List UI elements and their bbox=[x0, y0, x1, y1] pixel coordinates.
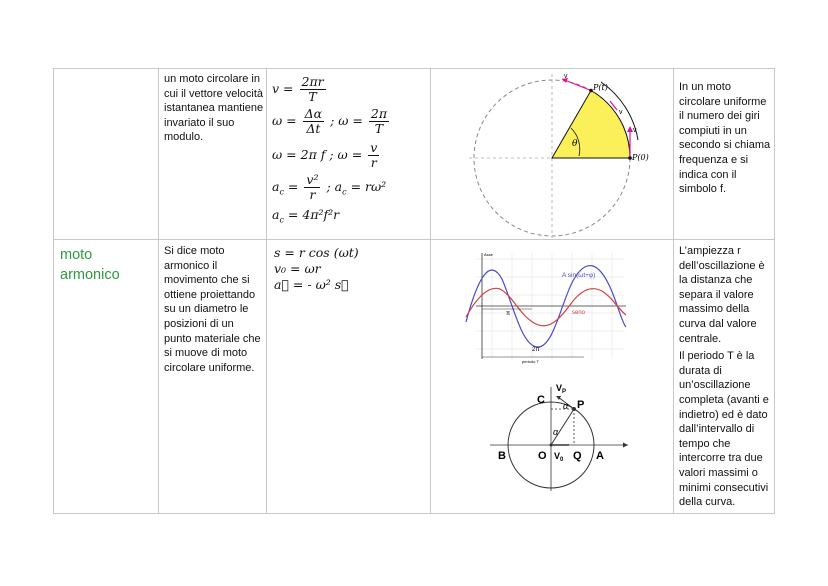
point-o-label: O bbox=[538, 450, 547, 462]
row2-definition: Si dice moto armonico il movimento che si ottiene proiettando su un diametro le posizioni di un punto materiale che si muove di moto circolare uniforme. bbox=[164, 245, 261, 374]
point-q-label: Q bbox=[573, 450, 582, 462]
point-a-label: A bbox=[596, 450, 604, 462]
velocity-label-1: v bbox=[564, 73, 568, 80]
velocity-label-3: v bbox=[633, 127, 637, 134]
point-p-label: P bbox=[577, 399, 585, 411]
row2-title: moto armonico bbox=[60, 247, 120, 283]
axis-label: Asse bbox=[484, 252, 493, 257]
column-divider bbox=[158, 69, 159, 513]
alpha-center-label: α bbox=[553, 427, 559, 437]
circular-motion-diagram bbox=[431, 70, 672, 238]
column-divider bbox=[673, 69, 674, 513]
formula-velocity: v₀ = ωr bbox=[274, 261, 321, 276]
column-divider bbox=[266, 69, 267, 513]
velocity-p-label: $V_P$ bbox=[556, 383, 567, 395]
theta-label: θ bbox=[572, 139, 578, 149]
row-divider bbox=[54, 239, 774, 240]
row1-formulas: v = $\frac{2\pi r}{T}$ ω = $\frac{\Delta\alpha}{\Delta t}$ ; ω = $\frac{2\pi}{T}$ ω = 2π f ; ω = $\frac{v}{r}$ $a_c$ = $\frac{\text{v²}}{r}$ ; $a_c = r\omega^2$ $a_c = 4\pi^2f^2r$ bbox=[272, 74, 388, 225]
velocity-label-2: v bbox=[619, 109, 623, 116]
p-t-label: P(t) bbox=[593, 83, 608, 92]
point-c-label: C bbox=[537, 394, 545, 406]
formula-acceleration: a⃗ = - ω² s⃗ bbox=[274, 277, 349, 292]
alpha-top-label: α bbox=[563, 401, 569, 411]
content-table bbox=[53, 68, 775, 514]
row1-definition: un moto circolare in cui il vettore velocità istantanea mantiene invariato il suo modulo. bbox=[164, 73, 264, 144]
projection-diagram bbox=[484, 377, 632, 497]
velocity-0-label: $V_0$ bbox=[554, 451, 564, 463]
row1-note: In un moto circolare uniforme il numero dei giri compiuti in un secondo si chiama frequenza e si indica con il simbolo f. bbox=[679, 81, 771, 196]
formula-position: s = r cos (ωt) bbox=[274, 245, 359, 260]
pi-label: π bbox=[506, 311, 511, 317]
point-b-label: B bbox=[498, 450, 506, 462]
seno-label: seno bbox=[572, 310, 586, 316]
harmonic-graph bbox=[462, 247, 630, 365]
row2-note-period: Il periodo T è la durata di un’oscillazione completa (avanti e indietro) ed è dato dall’intervallo di tempo che intercorre tra due valori massimi o minimi consecutivi della curva. bbox=[679, 350, 769, 509]
two-pi-label: 2π bbox=[532, 347, 540, 353]
period-label: periodo T bbox=[522, 359, 539, 364]
row2-note bbox=[679, 244, 771, 510]
row2-note-amplitude: L’ampiezza r dell’oscillazione è la distanza che separa il valore massimo della curva dal valore centrale. bbox=[679, 245, 765, 345]
p-0-label: P(0) bbox=[632, 153, 649, 162]
wave-label: A sin(ωt+φ) bbox=[562, 272, 596, 279]
